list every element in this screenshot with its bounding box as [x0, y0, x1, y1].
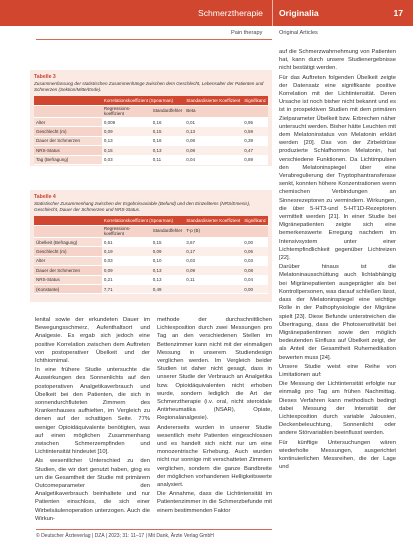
table-row: [34, 256, 268, 265]
subheader-rule: [36, 39, 272, 40]
table-cell: 0,09: [102, 127, 151, 136]
table-cell: 0,13: [151, 266, 185, 275]
table-subheader-cell: [242, 106, 268, 118]
table-3-box: [30, 70, 272, 166]
body-column-right: [279, 48, 396, 520]
table-subheader-cell: [242, 226, 268, 238]
page-header: [0, 0, 413, 26]
table-header-row: [34, 216, 268, 226]
table-cell: 0,09: [102, 266, 151, 275]
table-cell: 0,13: [102, 136, 151, 145]
row-label: Tag (Befragung): [34, 155, 102, 164]
table-subheader-cell: [34, 226, 102, 238]
table-cell: 0,17: [184, 247, 242, 256]
table-cell: 0,10: [151, 256, 185, 265]
table-row: [34, 155, 268, 164]
table-header-cell: Korrelationskoeffizient (Spearman): [102, 96, 184, 106]
table-4-caption: Statistischer Zusammenhang zwischen der Ergebnisvariable (Befund) und den Einzelitems (NRS/Emesis), Geschlecht, Dauer der Schmerzen und NRS-Status.: [34, 201, 251, 212]
paragraph: Andererseits wurden in unserer Studie wesentlich mehr Patienten eingeschlossen und es handelt sich nicht nur um eine monozentrische Erhebung. Auch wurden nicht nur sonnige mit verschatteten Zimmern verglichen, sondern die ganze Bandbreite der möglichen vorhandenen Helligkeitswerte analysiert.: [157, 424, 272, 489]
table-cell: 0,04: [242, 275, 268, 284]
table-cell: 0,13: [151, 275, 185, 284]
row-label: Geschlecht (m): [34, 247, 102, 256]
table-subheader-cell: [34, 106, 102, 118]
row-label: Alter: [34, 118, 102, 127]
table-subheader-cell: Standardfehler: [151, 106, 185, 118]
row-label: Dauer der Schmerzen: [34, 136, 102, 145]
table-cell: 0,21: [102, 275, 151, 284]
table-cell: 0,15: [151, 238, 185, 247]
table-3-title: Tabelle 3: [34, 74, 56, 80]
page-number: 17: [393, 8, 403, 18]
page-footer: © Deutscher Ärzteverlag | DZA | 2023; 31: 11–17 | Mit Dank, Ärzte Verlag GmbH: [36, 533, 214, 539]
table-cell: 0,16: [151, 136, 185, 145]
body-column-middle: [157, 316, 272, 528]
table-cell: 0,89: [242, 155, 268, 164]
table-4: [34, 216, 268, 294]
table-4-box: [30, 190, 272, 302]
table-cell: 0,03: [102, 155, 151, 164]
row-label: Übelkeit (Befragung): [34, 238, 102, 247]
table-header-cell: [34, 216, 102, 226]
table-header-cell: [34, 96, 102, 106]
table-header-cell: Signifikanz: [242, 96, 268, 106]
table-cell: 7,71: [102, 284, 151, 293]
paragraph: Für künftige Untersuchungen wären wiederholte Messungen, ausgerichtet kontinuierlichen Messreihen, die der Lage und: [279, 439, 396, 471]
table-cell: 0,13: [184, 127, 242, 136]
header-section: Schmerztherapie: [198, 8, 263, 18]
table-cell: 0,08: [184, 146, 242, 155]
table-cell: 0,06: [242, 247, 268, 256]
table-cell: 0,15: [151, 127, 185, 136]
table-subheader-cell: Beta: [184, 106, 242, 118]
table-cell: 3,67: [184, 238, 242, 247]
table-subheader-row: [34, 226, 268, 238]
table-row: [34, 247, 268, 256]
header-category: Originalia: [279, 8, 319, 18]
footer-rule: [36, 529, 272, 530]
paragraph: methode der durchschnittlichen Lichtexposition durch zwei Messungen pro Tag an den verschiedenen Stellen im Bettenzimmer kann nicht mit der einmaligen Messung in unserem Studiendesign verglichen werden. Im Vergleich beider Studien ist daher nicht gesagt, dass in unserer Studie der Verbrauch an Analgetika bzw. Opioidäquivalenten nicht erhoben wurde, sondern lediglich die Art der Schmerztherapie (i.v. oral, nicht steroidale Antirheumatika (NSAR), Opiate, Regionalanalgesie).: [157, 317, 272, 422]
table-4-title: Tabelle 4: [34, 194, 56, 200]
table-cell: 0,16: [151, 118, 185, 127]
table-cell: 0,19: [102, 247, 151, 256]
table-cell: 0,09: [151, 247, 185, 256]
paragraph: auf die Schmerzwahrnehmung von Patienten hat, kann durch unsere Studienergebnisse nicht bestätigt werden.: [279, 49, 396, 72]
table-cell: [184, 284, 242, 293]
paragraph: lenital sowie der erkundeten Dauer im Bewegungsschmerz, Aufenthaltsort und Analgesie. Es ergab sich jedoch eine positive Korrelation zwischen dem Auftreten von postoperativer Übelkeit und der Ichthiomimal.: [35, 317, 150, 365]
table-cell: 0,03: [242, 256, 268, 265]
table-cell: 0,08: [242, 266, 268, 275]
row-label: (Konstante): [34, 284, 102, 293]
table-cell: 0,51: [102, 238, 151, 247]
table-subheader-row: [34, 106, 268, 118]
row-label: NRS-Status: [34, 275, 102, 284]
table-row: [34, 275, 268, 284]
table-subheader-cell: Regressions-koeffizient: [102, 106, 151, 118]
table-cell: 0,13: [151, 146, 185, 155]
table-row: [34, 238, 268, 247]
table-cell: 0,95: [242, 118, 268, 127]
table-cell: 0,11: [151, 155, 185, 164]
table-cell: 0,01: [184, 118, 242, 127]
row-label: Dauer der Schmerzen: [34, 266, 102, 275]
table-cell: 0,09: [184, 266, 242, 275]
table-subheader-cell: T-p (B): [184, 226, 242, 238]
paragraph: In eine frühere Studie untersuchte die Auswirkungen des Sonnenlichts auf den postoperativen Analgetikaverbrauch und Übelkeit bei den Patienten, die sich in sonnendurchfluteten Zimmern des Krankenhauses aufhielten, im Vergleich zu denen auf der schattigen Seite. 77% weniger Opioidäquivalente benötigten, was auf einen möglichen Zusammenhang zwischen Schmerzempfinden und Lichtintensität hindeutet [10].: [35, 367, 150, 456]
subheader-category: Original Articles: [279, 30, 318, 36]
row-label: Alter: [34, 256, 102, 265]
table-cell: 0,11: [184, 275, 242, 284]
table-header-cell: Standardisierter Koeffizient: [184, 96, 242, 106]
paragraph: Die Messung der Lichtintensität erfolgte nur einmalig pro Tag am frühen Nachmittag. Dieses Verfahren kann methodisch bedingt dabei Messung der Intensität der Lichtexposition durch variable Jalousien, Deckenbeleuchtung, Sonnenlicht oder andere Störvariablen beeinflusst werden.: [279, 381, 396, 437]
table-cell: 0,08: [184, 136, 242, 145]
table-row: [34, 284, 268, 293]
table-3-caption: Zusammenfassung der statistischen Zusammenhänge zwischen dem Geschlecht, Lebensalter der Patienten und Schmerzen (Sektion/Mitte/Ende).: [34, 81, 264, 92]
table-row: [34, 266, 268, 275]
table-cell: 0,49: [151, 284, 185, 293]
table-cell: 0,59: [242, 127, 268, 136]
table-row: [34, 146, 268, 155]
body-column-left: [35, 316, 150, 528]
table-header-cell: Korrelationskoeffizient (Spearman): [102, 216, 184, 226]
paragraph: Als wesentlicher Unterschied zu den Studien, die wir dort genutzt haben, ging es um die Gesamtheit der Studie mit primärem Outcomeparameter den Analgetikaverbrauch beinhaltete und nur Patienten einschloss, die sich einer Wirbelsäulenoperation unterzogen. Auch die Wirkun-: [35, 458, 150, 522]
table-header-cell: Standardisierter Koeffizient: [184, 216, 242, 226]
table-header-row: [34, 96, 268, 106]
paragraph: Die Annahme, dass die Lichtintensität im Patientenzimmer in die Schmerzbefunde mit einem bestimmenden Faktor: [157, 491, 272, 514]
table-3: [34, 96, 268, 165]
table-row: [34, 118, 268, 127]
paragraph: Darüber hinaus ist die Melatoninausschüttung auch lichtabhängig bei Migränepatienten ausgeprägter als bei Kontrollpersonen, was darauf schließen lässt, dass der Melatoninspiegel eine wichtige Rolle in der Pathophysiologie der Migräne spielt [23]. Diese Befunde unterstreichen die Übertragung, dass die Photosensitivität bei Migränepatientinnen sowie den möglich bedeutenden Einfluss auf Übelkeit zeigt, der als Anteil der Gesamtheit Ruhemedikation bewerten muss [24].: [279, 264, 396, 361]
table-subheader-cell: Regressions-koeffizient: [102, 226, 151, 238]
table-cell: 0,47: [242, 146, 268, 155]
paragraph: Unsere Studie weist eine Reihe von Limitationen auf:: [279, 363, 396, 378]
table-cell: 0,03: [184, 256, 242, 265]
subheader-section: Pain therapy: [231, 30, 263, 36]
row-label: NRS-Status: [34, 146, 102, 155]
table-cell: 0,009: [102, 118, 151, 127]
table-cell: 0,04: [184, 155, 242, 164]
table-header-cell: Signifikanz: [242, 216, 268, 226]
table-row: [34, 127, 268, 136]
table-cell: 0,00: [242, 238, 268, 247]
row-label: Geschlecht (m): [34, 127, 102, 136]
paragraph: Für das Auftreten folgenden Übelkeit zeigte der Datensatz eine signifikante positive Korrelation mit der Lichtintensität. Deren Ursache ist noch bisher nicht bekannt und es ist in prospektiven Studien mit dem primären Zielparameter Übelkeit bzw. Erbrechen näher untersucht werden. Bisher hätte Leuchten mit dem Melatoninstatus von Melatonin erklärt werden [20]. Das von der Zirbeldrüse produzierte Schlafhormon Melatonin, hat verschiedene Funktionen. Da Lichtimpulsen den Melatoninspiegel über eine Verabregulierung der Tryptophantransferase senkt, konnten höhere Konzentrationen wenn chemischen Verbindungen an Sinnesrezeptoren zu vermindern. Wirkungen, die über 5-HT3-und 5-HT1D-Rezeptoren vermittelt werden [21]. In einer Studie bei Migränepatienten zeigte sich eine bemerkenswerte Erregung nachdem im Intensivsystem unter einer Lichtempfindlichkeit gegenüber Lichtreizen [22].: [279, 74, 396, 262]
header-divider: [272, 0, 273, 26]
table-cell: 0,39: [242, 136, 268, 145]
table-cell: 0,00: [242, 284, 268, 293]
table-row: [34, 136, 268, 145]
table-cell: 0,15: [102, 146, 151, 155]
table-cell: 0,03: [102, 256, 151, 265]
table-subheader-cell: Standardfehler: [151, 226, 185, 238]
